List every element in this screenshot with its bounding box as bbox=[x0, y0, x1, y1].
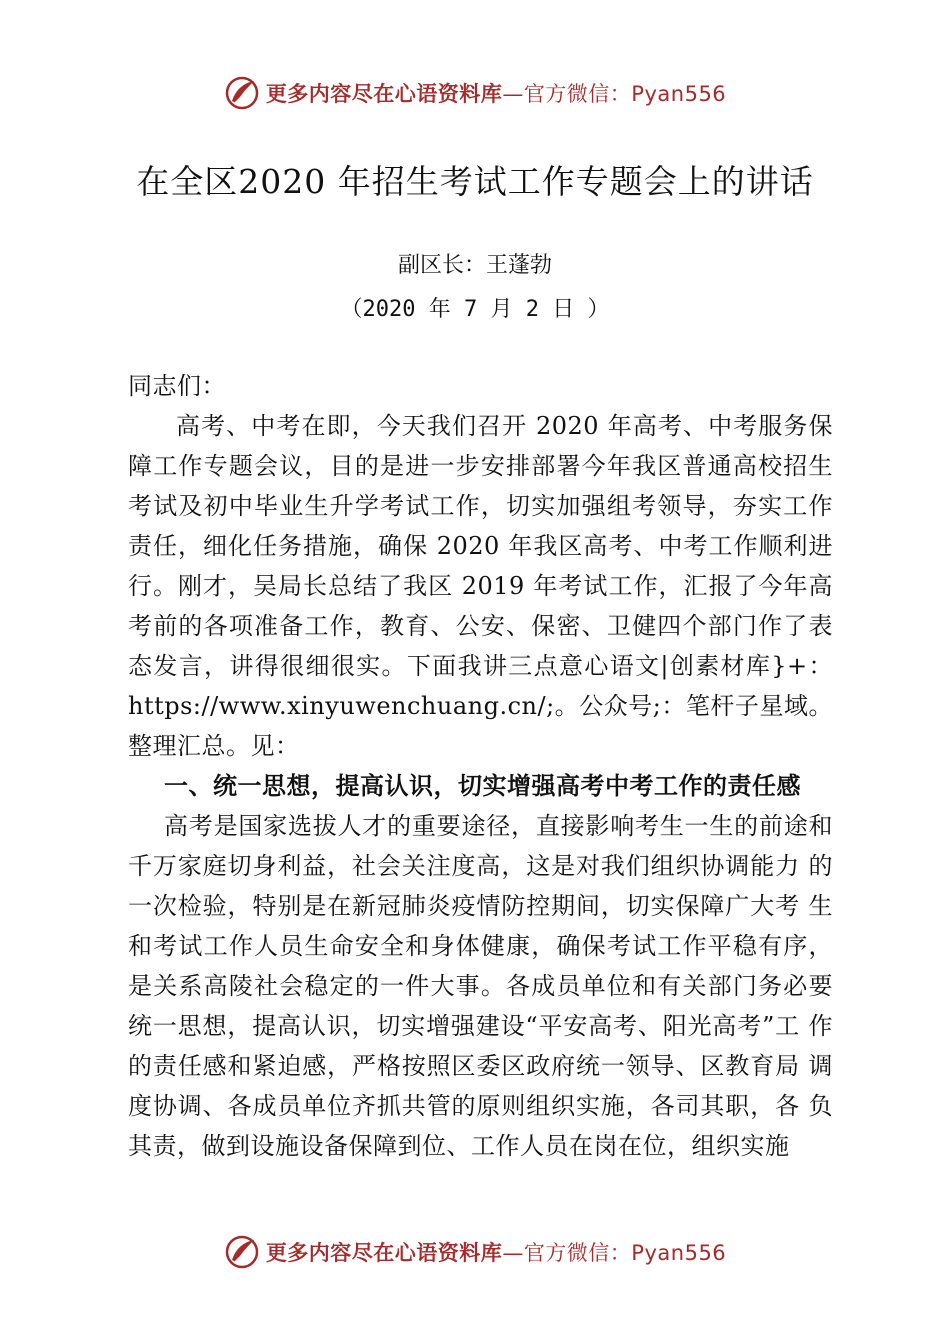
banner-wechat: 官方微信：Pyan556 bbox=[523, 1241, 727, 1265]
salutation: 同志们： bbox=[128, 372, 226, 400]
banner-slogan: 更多内容尽在心语资料库 bbox=[265, 1241, 503, 1265]
banner-slogan: 更多内容尽在心语资料库 bbox=[265, 82, 503, 106]
pen-logo-icon bbox=[224, 1234, 260, 1270]
banner-text bbox=[266, 1237, 726, 1267]
document-title: 在全区2020 年招生考试工作专题会上的讲话 bbox=[136, 162, 814, 201]
header-banner bbox=[0, 73, 950, 113]
banner-separator: — bbox=[502, 1241, 524, 1265]
paragraph-section-1: 高考是国家选拔人才的重要途径，直接影响考生一生的前途和千万家庭切身利益，社会关注度高，这是对我们组织协调能力 的一次检验，特别是在新冠肺炎疫情防控期间，切实保障广大考 生和考试工作人员生命安全和身体健康，确保考试工作平稳有序， 是关系高陵社会稳定的一件大事。各成员单位和有关部门务必要 统一思想，提高认识，切实增强建设“平安高考、阳光高考”工 作的责任感和紧迫感，严格按照区委区政府统一领导、区教育局 调度协调、各成员单位齐抓共管的原则组织实施，各司其职，各 负其责，做到设施设备保障到位、工作人员在岗在位，组织实施 bbox=[128, 812, 833, 1160]
pen-logo-icon bbox=[224, 75, 260, 111]
document-author: 副区长：王蓬勃 bbox=[397, 253, 552, 278]
banner-text bbox=[266, 78, 726, 108]
section-heading-1: 一、统一思想，提高认识，切实增强高考中考工作的责任感 bbox=[164, 772, 801, 800]
banner-wechat: 官方微信：Pyan556 bbox=[523, 82, 727, 106]
banner-separator: — bbox=[502, 82, 524, 106]
footer-banner bbox=[0, 1232, 950, 1272]
paragraph-intro: 高考、中考在即，今天我们召开 2020 年高考、中考服务保障工作专题会议，目的是进一步安排部署今年我区普通高校招生考试及初中毕业生升学考试工作，切实加强组考领导，夯实工作责任，细化任务措施，确保 2020 年我区高考、中考工作顺利进行。刚才，吴局长总结了我区 2019 年考试工作，汇报了今年高考前的各项准备工作，教育、公安、保密、卫健四个部门作了表态发言，讲得很细很实。下面我讲三点意心语文|创素材库}+：https://www.xinyuwenchuang.cn/;。公众号;：笔杆子星域。整理汇总。见： bbox=[128, 412, 833, 760]
document-date: （2020 年 7 月 2 日 ） bbox=[340, 297, 610, 322]
document-body bbox=[128, 366, 833, 1166]
